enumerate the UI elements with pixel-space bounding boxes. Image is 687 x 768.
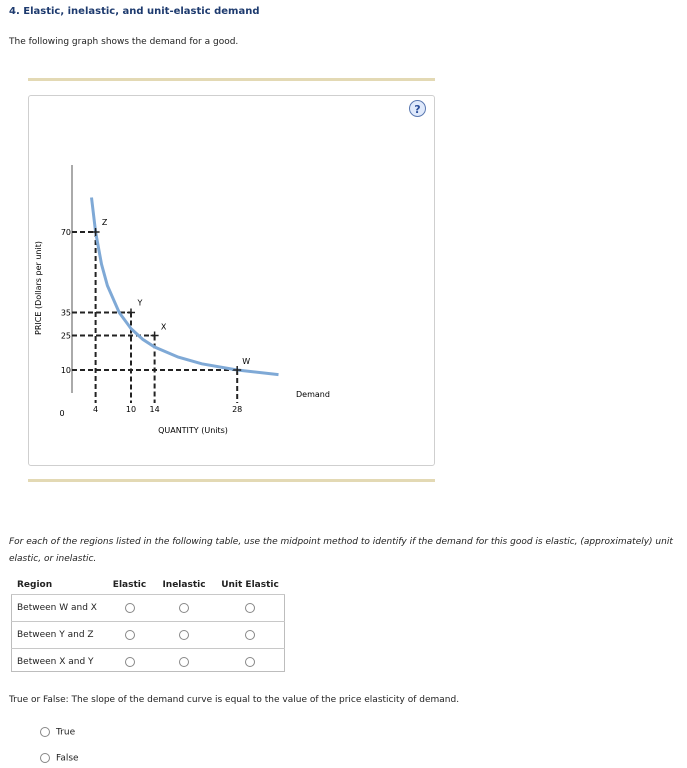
point-label: Y — [137, 298, 143, 308]
bottom-divider — [28, 479, 435, 482]
origin-label: 0 — [59, 409, 65, 418]
question-intro: The following graph shows the demand for a good. — [9, 37, 239, 47]
elastic-radio[interactable] — [125, 657, 135, 667]
table-row — [11, 595, 285, 622]
y-tick-label: 25 — [60, 331, 71, 341]
elastic-radio[interactable] — [125, 630, 135, 640]
region-label: Between Y and Z — [11, 622, 106, 649]
demand-curve — [92, 198, 279, 375]
header-inelastic: Inelastic — [162, 580, 206, 590]
y-tick-label: 70 — [60, 228, 71, 237]
help-icon[interactable]: ? — [409, 100, 426, 117]
inelastic-radio[interactable] — [179, 657, 189, 667]
y-tick-labels — [61, 228, 71, 375]
x-tick-label: 14 — [149, 405, 160, 414]
true-false-question: True or False: The slope of the demand curve is equal to the value of the price elasticity of demand. — [9, 695, 460, 705]
unit-elastic-radio[interactable] — [245, 630, 255, 640]
demand-curve-label: Demand — [296, 390, 330, 399]
point-label: W — [242, 357, 251, 366]
y-axis-label: PRICE (Dollars per unit) — [34, 241, 43, 335]
option-true-label: True — [56, 727, 76, 738]
unit-elastic-radio[interactable] — [245, 603, 255, 613]
y-tick-label: 10 — [60, 366, 71, 375]
point-label: X — [160, 322, 167, 332]
y-tick-label: 35 — [60, 308, 71, 318]
elastic-radio[interactable] — [125, 603, 135, 613]
inelastic-radio[interactable] — [179, 630, 189, 640]
x-tick-labels — [93, 405, 242, 414]
curve-points — [92, 218, 251, 374]
elasticity-table — [11, 576, 285, 675]
option-false-label: False — [56, 753, 79, 764]
region-label: Between W and X — [11, 595, 106, 622]
table-row — [11, 622, 285, 649]
option-false[interactable] — [40, 753, 79, 764]
x-axis-label: QUANTITY (Units) — [158, 426, 228, 435]
false-radio[interactable] — [40, 753, 50, 763]
guide-lines — [72, 232, 237, 403]
table-row — [11, 649, 285, 676]
point-label: Z — [101, 218, 108, 227]
region-label: Between X and Y — [11, 649, 106, 676]
inelastic-radio[interactable] — [179, 603, 189, 613]
option-true[interactable] — [40, 727, 75, 738]
table-instructions: For each of the regions listed in the following table, use the midpoint method to identify if the demand for this good is elastic, (approximately) unit elastic, or inelastic. — [9, 537, 673, 564]
true-radio[interactable] — [40, 727, 50, 737]
question-title: 4. Elastic, inelastic, and unit-elastic demand — [9, 6, 260, 17]
x-tick-label: 28 — [232, 405, 243, 414]
unit-elastic-radio[interactable] — [245, 657, 255, 667]
x-tick-label: 10 — [125, 405, 137, 414]
x-tick-label: 4 — [93, 405, 99, 414]
header-unit-elastic: Unit Elastic — [221, 580, 279, 590]
header-elastic: Elastic — [112, 580, 147, 590]
header-region: Region — [17, 580, 53, 590]
